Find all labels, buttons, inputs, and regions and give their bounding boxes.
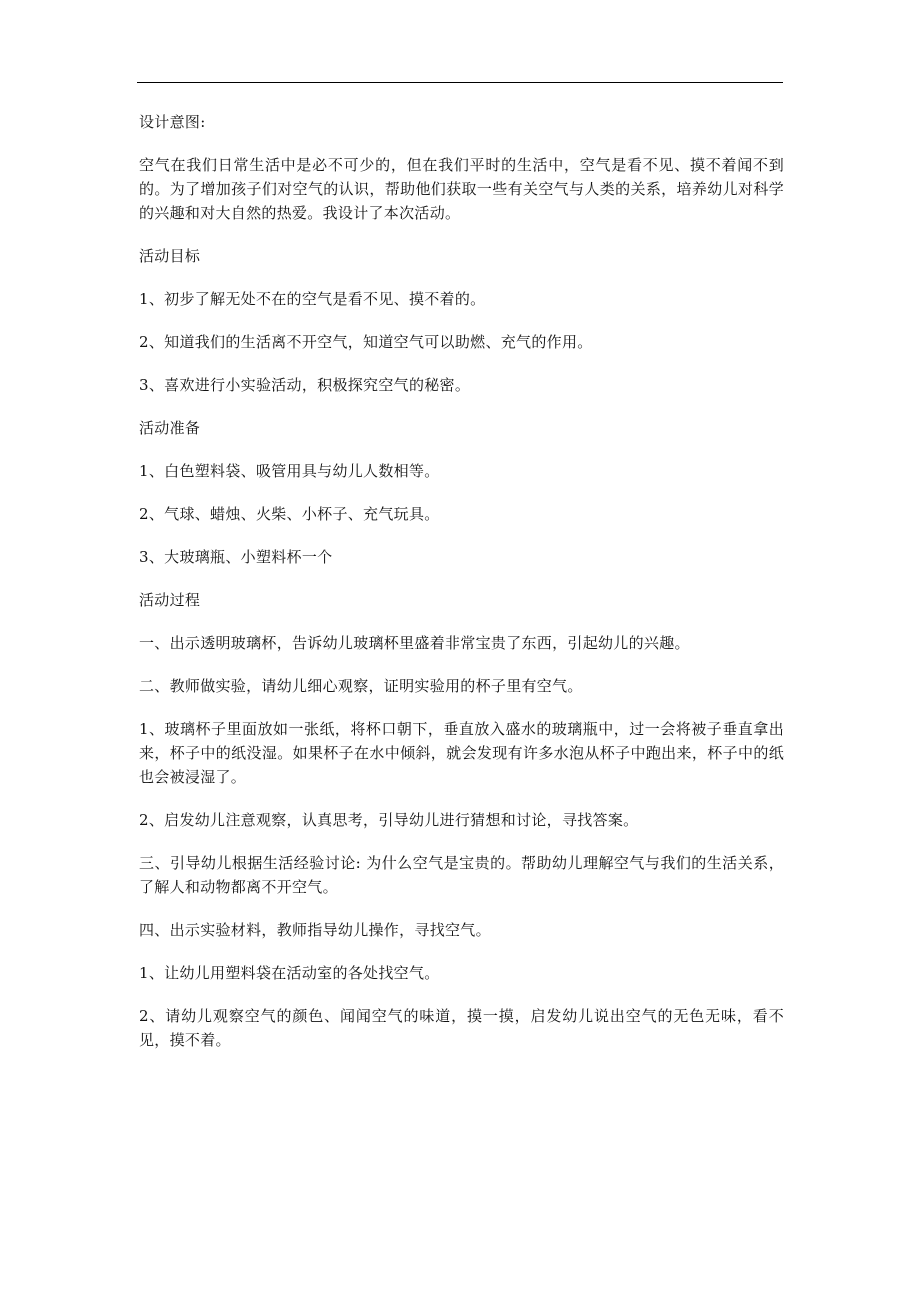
process-step-4-sub-1: 1、让幼儿用塑料袋在活动室的各处找空气。 <box>139 964 440 982</box>
paragraph-design-intent: 空气在我们日常生活中是必不可少的，但在我们平时的生活中，空气是看不见、摸不着闻不到的。为了增加孩子们对空气的认识，帮助他们获取一些有关空气与人类的关系，培养幼儿对科学的兴趣和对大自然的热爱。我设计了本次活动。 <box>139 156 784 222</box>
process-step-2: 二、教师做实验，请幼儿细心观察，证明实验用的杯子里有空气。 <box>139 677 583 695</box>
process-step-2-sub-2: 2、启发幼儿注意观察，认真思考，引导幼儿进行猜想和讨论，寻找答案。 <box>139 811 639 829</box>
section-heading-design-intent: 设计意图: <box>139 113 206 131</box>
section-heading-activity-process: 活动过程 <box>139 591 201 609</box>
process-step-4-sub-2: 2、请幼儿观察空气的颜色、闻闻空气的味道，摸一摸，启发幼儿说出空气的无色无味，看不见，摸不着。 <box>139 1007 784 1049</box>
document-body <box>139 110 784 1071</box>
preparation-item-3: 3、大玻璃瓶、小塑料杯一个 <box>139 548 333 566</box>
section-heading-activity-goals: 活动目标 <box>139 247 201 265</box>
header-rule <box>137 82 783 83</box>
process-step-4: 四、出示实验材料，教师指导幼儿操作，寻找空气。 <box>139 921 491 939</box>
process-step-1: 一、出示透明玻璃杯，告诉幼儿玻璃杯里盛着非常宝贵了东西，引起幼儿的兴趣。 <box>139 634 690 652</box>
goal-item-1: 1、初步了解无处不在的空气是看不见、摸不着的。 <box>139 290 486 308</box>
goal-item-3: 3、喜欢进行小实验活动，积极探究空气的秘密。 <box>139 376 471 394</box>
process-step-2-sub-1: 1、玻璃杯子里面放如一张纸，将杯口朝下，垂直放入盛水的玻璃瓶中，过一会将被子垂直拿出来，杯子中的纸没湿。如果杯子在水中倾斜，就会发现有许多水泡从杯子中跑出来，杯子中的纸也会被浸湿了。 <box>139 720 784 786</box>
goal-item-2: 2、知道我们的生活离不开空气，知道空气可以助燃、充气的作用。 <box>139 333 593 351</box>
section-heading-activity-preparation: 活动准备 <box>139 419 201 437</box>
process-step-3: 三、引导幼儿根据生活经验讨论: 为什么空气是宝贵的。帮助幼儿理解空气与我们的生活关系，了解人和动物都离不开空气。 <box>139 854 784 896</box>
preparation-item-1: 1、白色塑料袋、吸管用具与幼儿人数相等。 <box>139 462 440 480</box>
preparation-item-2: 2、气球、蜡烛、火柴、小杯子、充气玩具。 <box>139 505 440 523</box>
